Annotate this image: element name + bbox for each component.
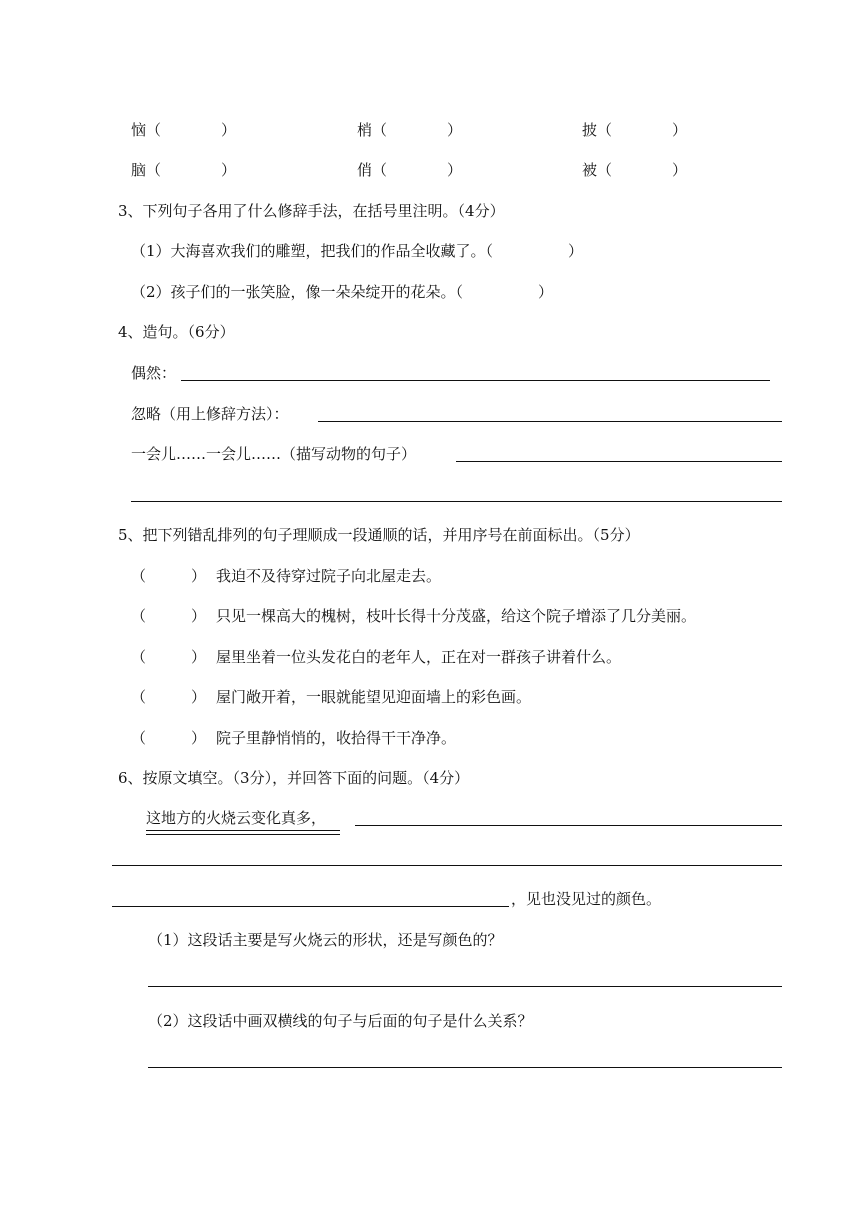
char-blank[interactable]: 脑（ ） (131, 161, 237, 179)
sub-question: （2）这段话中画双横线的句子与后面的句子是什么关系？ (148, 1012, 533, 1030)
answer-line[interactable] (148, 986, 782, 987)
sentence-prompt: 偶然： (131, 364, 177, 382)
order-bracket[interactable]: （ ） (131, 729, 207, 747)
answer-line[interactable] (131, 501, 782, 502)
answer-line[interactable] (456, 461, 782, 462)
question-3-title: 3、下列句子各用了什么修辞手法，在括号里注明。（4分） (118, 202, 505, 220)
question-6-title: 6、按原文填空。（3分），并回答下面的问题。（4分） (118, 769, 470, 787)
rhetoric-item[interactable]: （1）大海喜欢我们的雕塑，把我们的作品全收藏了。（ ） (131, 242, 584, 260)
sentence-item: 院子里静悄悄的，收拾得干干净净。 (216, 729, 457, 747)
char-blank[interactable]: 披（ ） (582, 121, 688, 139)
order-bracket[interactable]: （ ） (131, 567, 207, 585)
sentence-item: 我迫不及待穿过院子向北屋走去。 (216, 567, 442, 585)
question-4-title: 4、造句。（6分） (118, 323, 235, 341)
sentence-item: 屋里坐着一位头发花白的老年人，正在对一群孩子讲着什么。 (216, 648, 622, 666)
answer-line[interactable] (112, 906, 509, 907)
char-blank[interactable]: 梢（ ） (357, 121, 463, 139)
sentence-item: 只见一棵高大的槐树，枝叶长得十分茂盛，给这个院子增添了几分美丽。 (216, 607, 697, 625)
char-blank[interactable]: 被（ ） (582, 161, 688, 179)
answer-line[interactable] (318, 421, 782, 422)
sub-question: （1）这段话主要是写火烧云的形状，还是写颜色的？ (148, 931, 503, 949)
char-blank[interactable]: 恼（ ） (131, 121, 237, 139)
passage-end: ，见也没见过的颜色。 (511, 890, 662, 908)
order-bracket[interactable]: （ ） (131, 648, 207, 666)
order-bracket[interactable]: （ ） (131, 688, 207, 706)
sentence-item: 屋门敞开着，一眼就能望见迎面墙上的彩色画。 (216, 688, 532, 706)
double-underline (146, 830, 340, 835)
answer-line[interactable] (148, 1067, 782, 1068)
answer-line[interactable] (181, 380, 770, 381)
char-blank[interactable]: 俏（ ） (357, 161, 463, 179)
sentence-prompt: 忽略（用上修辞方法）： (131, 405, 289, 423)
passage-start: 这地方的火烧云变化真多， (146, 809, 327, 827)
question-5-title: 5、把下列错乱排列的句子理顺成一段通顺的话，并用序号在前面标出。（5分） (118, 526, 640, 544)
order-bracket[interactable]: （ ） (131, 607, 207, 625)
answer-line[interactable] (355, 825, 782, 826)
sentence-prompt: 一会儿……一会儿……（描写动物的句子） (131, 445, 417, 463)
answer-line[interactable] (112, 865, 782, 866)
rhetoric-item[interactable]: （2）孩子们的一张笑脸，像一朵朵绽开的花朵。（ ） (131, 283, 554, 301)
